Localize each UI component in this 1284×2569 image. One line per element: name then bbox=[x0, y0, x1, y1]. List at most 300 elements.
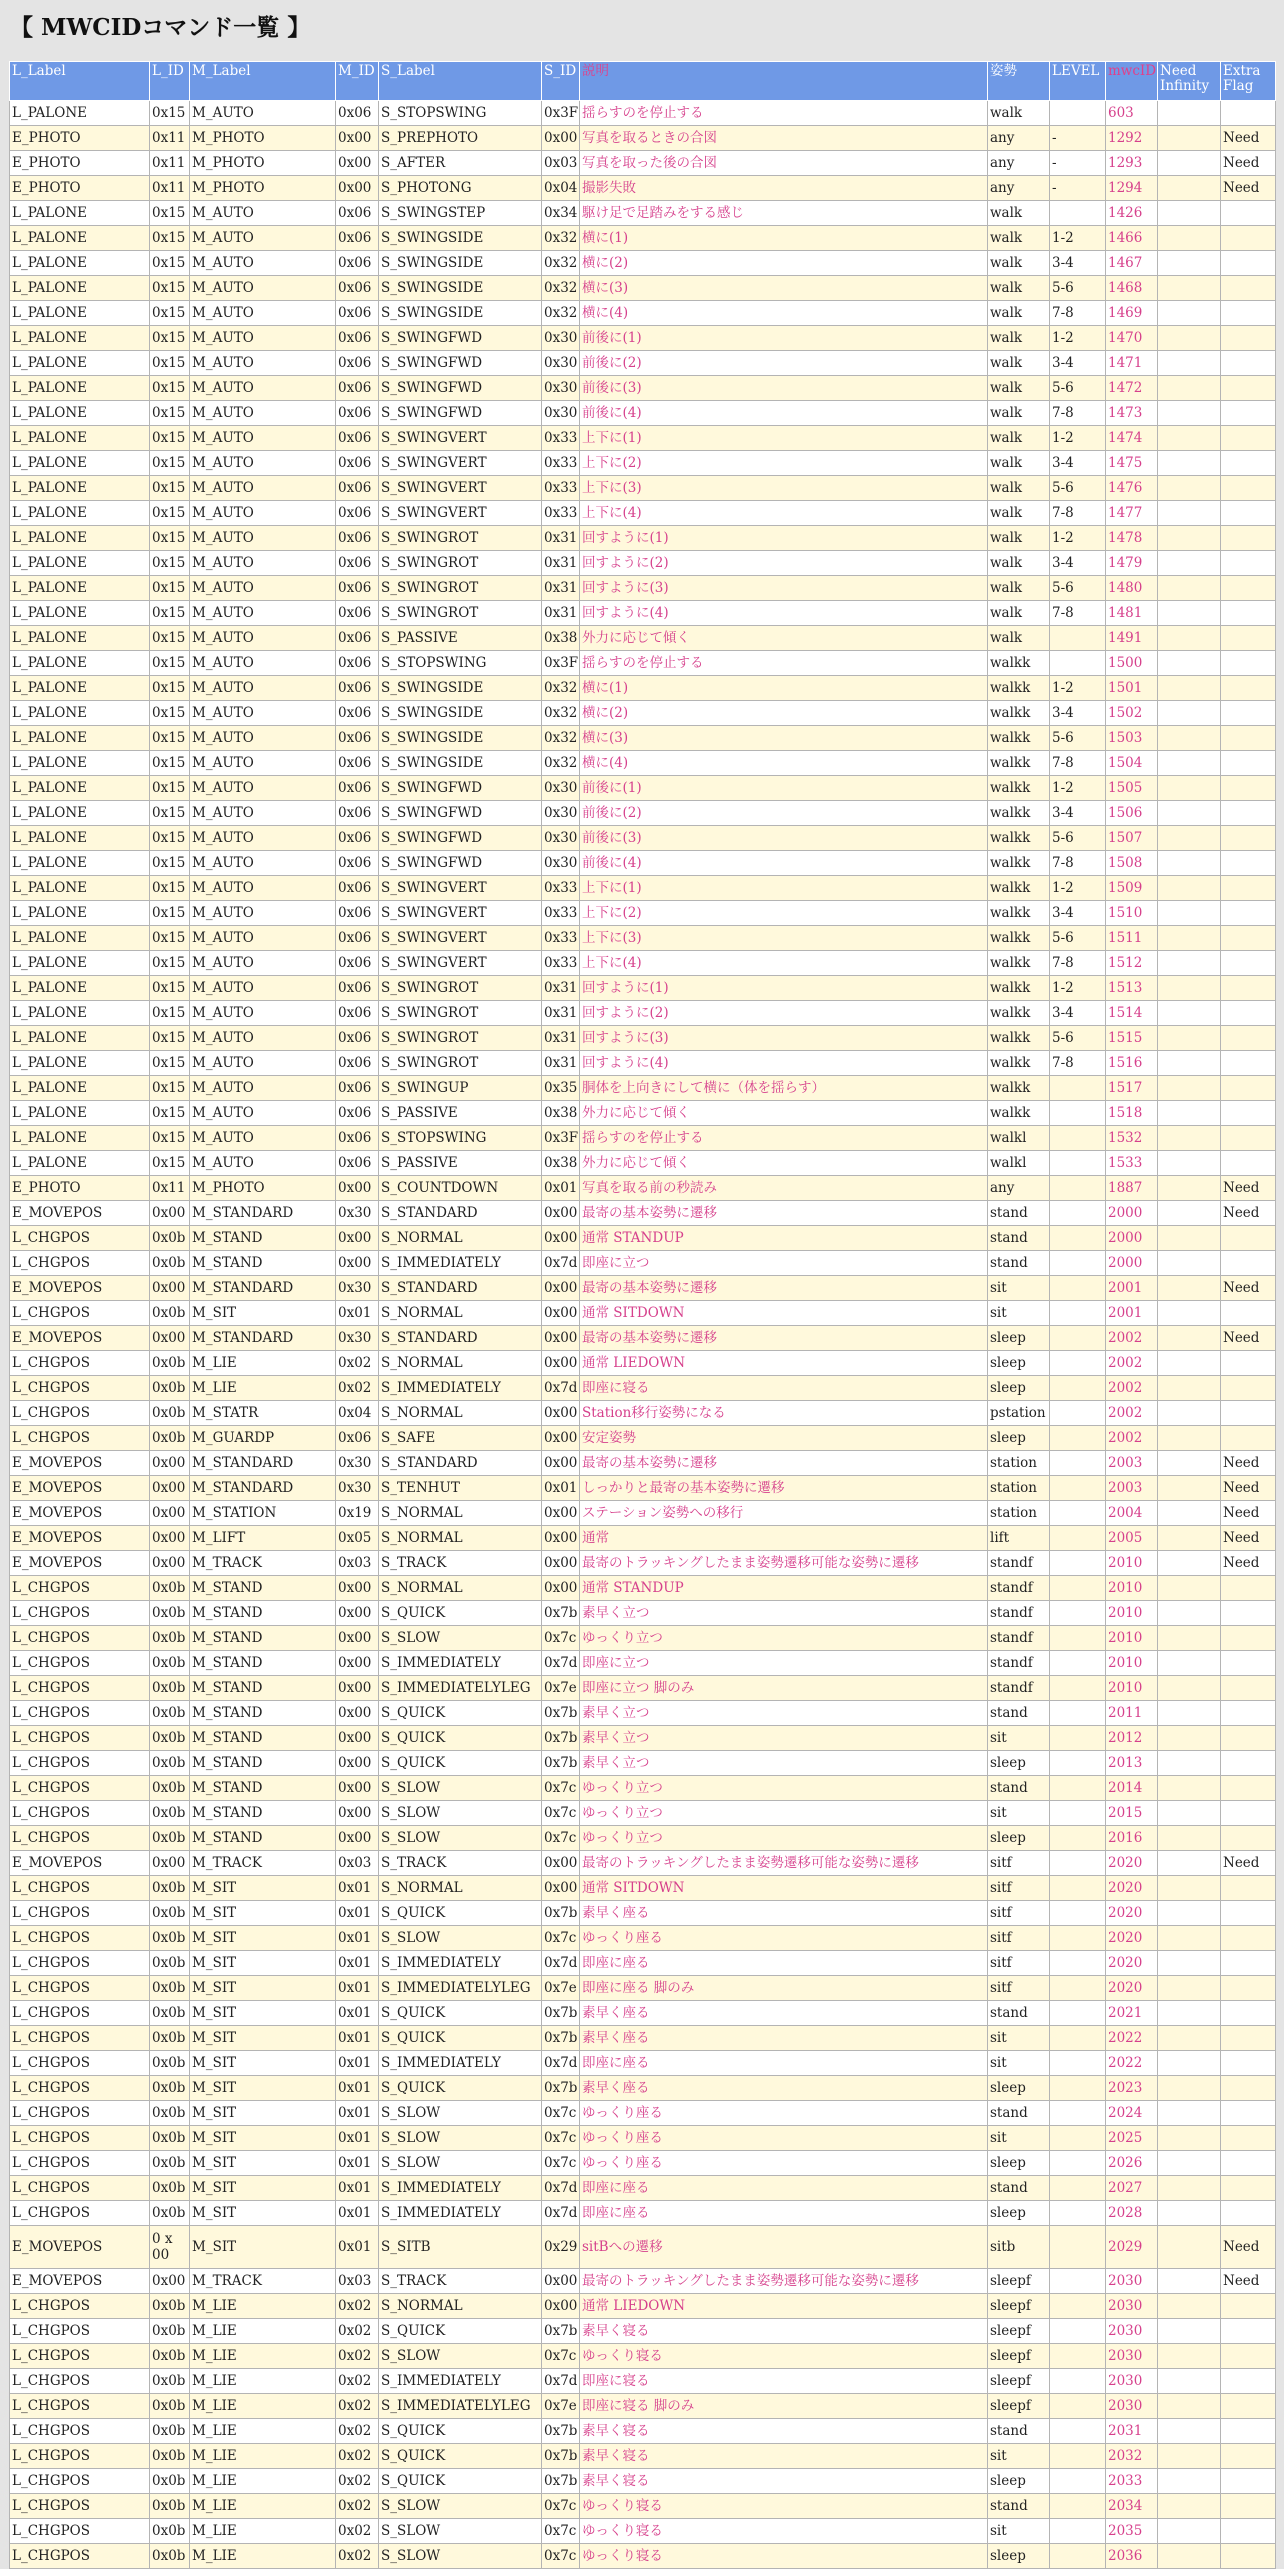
cell-description: 揺らすのを停止する bbox=[580, 651, 988, 676]
cell-need-infinity bbox=[1158, 2126, 1221, 2151]
cell-l-label: E_MOVEPOS bbox=[10, 2226, 150, 2269]
cell-s-label: S_SWINGVERT bbox=[379, 476, 542, 501]
cell-l-label: L_PALONE bbox=[10, 901, 150, 926]
cell-l-label: L_PALONE bbox=[10, 451, 150, 476]
cell-description: 素早く座る bbox=[580, 2001, 988, 2026]
cell-m-id: 0x06 bbox=[336, 451, 379, 476]
cell-extra-flag bbox=[1221, 1001, 1276, 1026]
cell-m-id: 0x00 bbox=[336, 151, 379, 176]
cell-l-id: 0x15 bbox=[150, 351, 190, 376]
cell-mwcid: 1470 bbox=[1106, 326, 1158, 351]
cell-m-label: M_SIT bbox=[190, 1926, 336, 1951]
cell-posture: sleepf bbox=[988, 2344, 1050, 2369]
table-row bbox=[10, 2469, 1276, 2494]
cell-s-id: 0x31 bbox=[542, 1026, 580, 1051]
cell-m-id: 0x00 bbox=[336, 1801, 379, 1826]
col-header-posture: 姿勢 bbox=[988, 62, 1050, 101]
cell-s-id: 0x7d bbox=[542, 1651, 580, 1676]
cell-l-label: L_CHGPOS bbox=[10, 2294, 150, 2319]
cell-m-id: 0x06 bbox=[336, 101, 379, 126]
col-header-description: 説明 bbox=[580, 62, 988, 101]
cell-l-id: 0x15 bbox=[150, 726, 190, 751]
cell-mwcid: 1518 bbox=[1106, 1101, 1158, 1126]
cell-s-id: 0x04 bbox=[542, 176, 580, 201]
cell-l-id: 0x15 bbox=[150, 901, 190, 926]
cell-extra-flag bbox=[1221, 2151, 1276, 2176]
table-row bbox=[10, 1326, 1276, 1351]
cell-m-label: M_LIE bbox=[190, 2344, 336, 2369]
cell-mwcid: 1476 bbox=[1106, 476, 1158, 501]
cell-s-id: 0x7c bbox=[542, 2519, 580, 2544]
cell-m-id: 0x02 bbox=[336, 2494, 379, 2519]
cell-extra-flag bbox=[1221, 826, 1276, 851]
cell-l-label: L_CHGPOS bbox=[10, 1426, 150, 1451]
cell-m-id: 0x02 bbox=[336, 2419, 379, 2444]
cell-l-label: E_MOVEPOS bbox=[10, 1326, 150, 1351]
cell-s-id: 0x7b bbox=[542, 2419, 580, 2444]
cell-m-label: M_SIT bbox=[190, 2101, 336, 2126]
cell-m-label: M_STANDARD bbox=[190, 1451, 336, 1476]
cell-description: 最寄の基本姿勢に遷移 bbox=[580, 1451, 988, 1476]
cell-level bbox=[1050, 1376, 1106, 1401]
cell-extra-flag: Need bbox=[1221, 1551, 1276, 1576]
cell-extra-flag bbox=[1221, 251, 1276, 276]
cell-description: 上下に(3) bbox=[580, 926, 988, 951]
cell-extra-flag bbox=[1221, 601, 1276, 626]
cell-description: ゆっくり座る bbox=[580, 2126, 988, 2151]
cell-need-infinity bbox=[1158, 1926, 1221, 1951]
cell-level bbox=[1050, 2419, 1106, 2444]
cell-s-label: S_SWINGSIDE bbox=[379, 276, 542, 301]
cell-l-id: 0 x 00 bbox=[150, 2226, 190, 2269]
cell-need-infinity bbox=[1158, 2544, 1221, 2569]
cell-need-infinity bbox=[1158, 2051, 1221, 2076]
cell-description: 前後に(1) bbox=[580, 326, 988, 351]
cell-s-label: S_STANDARD bbox=[379, 1201, 542, 1226]
cell-extra-flag bbox=[1221, 926, 1276, 951]
cell-mwcid: 1481 bbox=[1106, 601, 1158, 626]
cell-s-id: 0x30 bbox=[542, 326, 580, 351]
cell-s-label: S_IMMEDIATELY bbox=[379, 2369, 542, 2394]
cell-posture: sitb bbox=[988, 2226, 1050, 2269]
cell-s-label: S_QUICK bbox=[379, 2076, 542, 2101]
table-row bbox=[10, 1351, 1276, 1376]
cell-level bbox=[1050, 201, 1106, 226]
cell-posture: sitf bbox=[988, 1901, 1050, 1926]
cell-description: ゆっくり立つ bbox=[580, 1801, 988, 1826]
cell-need-infinity bbox=[1158, 826, 1221, 851]
cell-need-infinity bbox=[1158, 151, 1221, 176]
cell-s-label: S_SWINGROT bbox=[379, 526, 542, 551]
cell-description: ゆっくり寝る bbox=[580, 2494, 988, 2519]
cell-s-id: 0x00 bbox=[542, 126, 580, 151]
table-row bbox=[10, 351, 1276, 376]
cell-s-id: 0x38 bbox=[542, 1151, 580, 1176]
cell-posture: sit bbox=[988, 1301, 1050, 1326]
table-row bbox=[10, 1726, 1276, 1751]
cell-mwcid: 2029 bbox=[1106, 2226, 1158, 2269]
cell-level: 1-2 bbox=[1050, 976, 1106, 1001]
cell-description: 回すように(1) bbox=[580, 976, 988, 1001]
cell-l-label: L_CHGPOS bbox=[10, 2419, 150, 2444]
cell-s-id: 0x00 bbox=[542, 1501, 580, 1526]
cell-s-id: 0x33 bbox=[542, 426, 580, 451]
cell-s-id: 0x00 bbox=[542, 1876, 580, 1901]
cell-s-label: S_QUICK bbox=[379, 1601, 542, 1626]
cell-mwcid: 2014 bbox=[1106, 1776, 1158, 1801]
cell-s-id: 0x7c bbox=[542, 1776, 580, 1801]
cell-s-id: 0x00 bbox=[542, 2294, 580, 2319]
cell-l-label: L_PALONE bbox=[10, 776, 150, 801]
cell-s-label: S_SWINGVERT bbox=[379, 451, 542, 476]
cell-level: 3-4 bbox=[1050, 701, 1106, 726]
cell-level bbox=[1050, 1476, 1106, 1501]
cell-extra-flag bbox=[1221, 2344, 1276, 2369]
cell-m-label: M_AUTO bbox=[190, 926, 336, 951]
cell-l-id: 0x15 bbox=[150, 1126, 190, 1151]
cell-extra-flag bbox=[1221, 226, 1276, 251]
cell-l-id: 0x0b bbox=[150, 2544, 190, 2569]
cell-s-label: S_IMMEDIATELYLEG bbox=[379, 1976, 542, 2001]
cell-m-id: 0x01 bbox=[336, 2051, 379, 2076]
cell-extra-flag bbox=[1221, 726, 1276, 751]
cell-posture: stand bbox=[988, 1776, 1050, 1801]
cell-mwcid: 2020 bbox=[1106, 1876, 1158, 1901]
cell-mwcid: 1509 bbox=[1106, 876, 1158, 901]
cell-l-id: 0x11 bbox=[150, 151, 190, 176]
cell-posture: walk bbox=[988, 526, 1050, 551]
cell-s-id: 0x32 bbox=[542, 226, 580, 251]
cell-m-id: 0x01 bbox=[336, 2176, 379, 2201]
cell-mwcid: 1478 bbox=[1106, 526, 1158, 551]
cell-extra-flag bbox=[1221, 976, 1276, 1001]
cell-need-infinity bbox=[1158, 1651, 1221, 1676]
table-row bbox=[10, 2494, 1276, 2519]
cell-s-id: 0x32 bbox=[542, 751, 580, 776]
cell-need-infinity bbox=[1158, 1851, 1221, 1876]
cell-m-label: M_AUTO bbox=[190, 701, 336, 726]
cell-level bbox=[1050, 1726, 1106, 1751]
cell-posture: walkk bbox=[988, 976, 1050, 1001]
cell-m-label: M_SIT bbox=[190, 2176, 336, 2201]
table-row bbox=[10, 251, 1276, 276]
cell-posture: sitf bbox=[988, 1976, 1050, 2001]
cell-m-label: M_LIE bbox=[190, 2544, 336, 2569]
cell-need-infinity bbox=[1158, 2026, 1221, 2051]
cell-l-id: 0x0b bbox=[150, 1726, 190, 1751]
cell-level: 3-4 bbox=[1050, 801, 1106, 826]
cell-m-label: M_LIE bbox=[190, 2519, 336, 2544]
cell-description: ゆっくり座る bbox=[580, 2101, 988, 2126]
cell-s-id: 0x7e bbox=[542, 2394, 580, 2419]
cell-m-label: M_STAND bbox=[190, 1726, 336, 1751]
cell-s-label: S_TRACK bbox=[379, 1851, 542, 1876]
cell-m-id: 0x06 bbox=[336, 926, 379, 951]
cell-need-infinity bbox=[1158, 701, 1221, 726]
cell-description: 前後に(4) bbox=[580, 401, 988, 426]
cell-posture: standf bbox=[988, 1576, 1050, 1601]
cell-l-label: L_PALONE bbox=[10, 751, 150, 776]
cell-level bbox=[1050, 2151, 1106, 2176]
cell-s-id: 0x30 bbox=[542, 851, 580, 876]
cell-level bbox=[1050, 2319, 1106, 2344]
cell-m-label: M_SIT bbox=[190, 1976, 336, 2001]
cell-need-infinity bbox=[1158, 651, 1221, 676]
cell-l-id: 0x15 bbox=[150, 401, 190, 426]
col-header-m-label: M_Label bbox=[190, 62, 336, 101]
cell-l-label: L_PALONE bbox=[10, 851, 150, 876]
cell-level bbox=[1050, 2269, 1106, 2294]
cell-mwcid: 2012 bbox=[1106, 1726, 1158, 1751]
cell-s-id: 0x00 bbox=[542, 1276, 580, 1301]
cell-need-infinity bbox=[1158, 1676, 1221, 1701]
col-header-l-label: L_Label bbox=[10, 62, 150, 101]
cell-need-infinity bbox=[1158, 376, 1221, 401]
cell-extra-flag bbox=[1221, 1951, 1276, 1976]
table-row bbox=[10, 2151, 1276, 2176]
cell-mwcid: 1467 bbox=[1106, 251, 1158, 276]
cell-level: 3-4 bbox=[1050, 901, 1106, 926]
cell-posture: walkk bbox=[988, 801, 1050, 826]
cell-description: 通常 SITDOWN bbox=[580, 1876, 988, 1901]
cell-extra-flag bbox=[1221, 1801, 1276, 1826]
cell-extra-flag bbox=[1221, 1726, 1276, 1751]
cell-m-label: M_SIT bbox=[190, 2026, 336, 2051]
cell-s-label: S_SLOW bbox=[379, 2344, 542, 2369]
cell-extra-flag bbox=[1221, 1626, 1276, 1651]
cell-level bbox=[1050, 1551, 1106, 1576]
cell-l-id: 0x15 bbox=[150, 1026, 190, 1051]
cell-s-id: 0x7c bbox=[542, 2544, 580, 2569]
cell-s-label: S_NORMAL bbox=[379, 1301, 542, 1326]
cell-mwcid: 2028 bbox=[1106, 2201, 1158, 2226]
cell-l-id: 0x15 bbox=[150, 226, 190, 251]
table-row bbox=[10, 551, 1276, 576]
cell-l-id: 0x15 bbox=[150, 501, 190, 526]
cell-l-id: 0x0b bbox=[150, 1776, 190, 1801]
cell-s-label: S_SLOW bbox=[379, 1826, 542, 1851]
cell-m-id: 0x03 bbox=[336, 2269, 379, 2294]
cell-extra-flag bbox=[1221, 651, 1276, 676]
cell-extra-flag bbox=[1221, 1876, 1276, 1901]
cell-s-id: 0x7d bbox=[542, 2051, 580, 2076]
col-header-m-id: M_ID bbox=[336, 62, 379, 101]
cell-extra-flag bbox=[1221, 401, 1276, 426]
cell-level: 1-2 bbox=[1050, 426, 1106, 451]
cell-need-infinity bbox=[1158, 1301, 1221, 1326]
cell-mwcid: 1513 bbox=[1106, 976, 1158, 1001]
cell-need-infinity bbox=[1158, 1826, 1221, 1851]
cell-l-label: L_CHGPOS bbox=[10, 1926, 150, 1951]
table-row bbox=[10, 601, 1276, 626]
cell-l-label: L_PALONE bbox=[10, 726, 150, 751]
cell-need-infinity bbox=[1158, 226, 1221, 251]
cell-need-infinity bbox=[1158, 201, 1221, 226]
cell-m-id: 0x01 bbox=[336, 2151, 379, 2176]
cell-s-label: S_SLOW bbox=[379, 1626, 542, 1651]
cell-m-label: M_AUTO bbox=[190, 1051, 336, 1076]
cell-level bbox=[1050, 1951, 1106, 1976]
cell-level: 7-8 bbox=[1050, 301, 1106, 326]
cell-posture: walkk bbox=[988, 901, 1050, 926]
cell-s-label: S_TRACK bbox=[379, 1551, 542, 1576]
cell-description: 素早く立つ bbox=[580, 1751, 988, 1776]
cell-m-id: 0x02 bbox=[336, 1376, 379, 1401]
cell-extra-flag bbox=[1221, 2544, 1276, 2569]
cell-m-id: 0x06 bbox=[336, 626, 379, 651]
cell-need-infinity bbox=[1158, 401, 1221, 426]
cell-m-label: M_SIT bbox=[190, 2076, 336, 2101]
cell-extra-flag: Need bbox=[1221, 1501, 1276, 1526]
cell-need-infinity bbox=[1158, 1026, 1221, 1051]
cell-description: 上下に(1) bbox=[580, 426, 988, 451]
cell-need-infinity bbox=[1158, 1376, 1221, 1401]
cell-description: 駆け足で足踏みをする感じ bbox=[580, 201, 988, 226]
cell-l-label: E_MOVEPOS bbox=[10, 1851, 150, 1876]
cell-s-label: S_SLOW bbox=[379, 1926, 542, 1951]
cell-level bbox=[1050, 2201, 1106, 2226]
cell-need-infinity bbox=[1158, 2344, 1221, 2369]
table-row bbox=[10, 126, 1276, 151]
cell-l-label: L_PALONE bbox=[10, 1126, 150, 1151]
cell-mwcid: 1491 bbox=[1106, 626, 1158, 651]
cell-m-id: 0x02 bbox=[336, 2519, 379, 2544]
cell-need-infinity bbox=[1158, 2494, 1221, 2519]
cell-description: 上下に(1) bbox=[580, 876, 988, 901]
cell-posture: walk bbox=[988, 551, 1050, 576]
col-header-l-id: L_ID bbox=[150, 62, 190, 101]
cell-m-id: 0x06 bbox=[336, 876, 379, 901]
cell-description: 前後に(1) bbox=[580, 776, 988, 801]
cell-description: 上下に(4) bbox=[580, 951, 988, 976]
table-row bbox=[10, 2026, 1276, 2051]
cell-l-id: 0x0b bbox=[150, 1601, 190, 1626]
cell-m-label: M_AUTO bbox=[190, 226, 336, 251]
cell-need-infinity bbox=[1158, 726, 1221, 751]
cell-description: 回すように(3) bbox=[580, 1026, 988, 1051]
cell-extra-flag bbox=[1221, 2394, 1276, 2419]
cell-description: Station移行姿勢になる bbox=[580, 1401, 988, 1426]
table-row bbox=[10, 1051, 1276, 1076]
cell-s-id: 0x31 bbox=[542, 551, 580, 576]
cell-m-id: 0x06 bbox=[336, 476, 379, 501]
cell-l-label: L_CHGPOS bbox=[10, 2101, 150, 2126]
cell-posture: walkl bbox=[988, 1126, 1050, 1151]
cell-s-id: 0x00 bbox=[542, 1201, 580, 1226]
cell-mwcid: 1473 bbox=[1106, 401, 1158, 426]
cell-s-id: 0x29 bbox=[542, 2226, 580, 2269]
cell-m-id: 0x01 bbox=[336, 1901, 379, 1926]
cell-posture: walkk bbox=[988, 676, 1050, 701]
cell-m-id: 0x02 bbox=[336, 1351, 379, 1376]
cell-level bbox=[1050, 1301, 1106, 1326]
cell-l-label: L_CHGPOS bbox=[10, 1351, 150, 1376]
cell-description: 素早く寝る bbox=[580, 2419, 988, 2444]
cell-description: 回すように(1) bbox=[580, 526, 988, 551]
cell-m-id: 0x06 bbox=[336, 351, 379, 376]
cell-posture: standf bbox=[988, 1626, 1050, 1651]
cell-mwcid: 1533 bbox=[1106, 1151, 1158, 1176]
cell-description: 撮影失敗 bbox=[580, 176, 988, 201]
cell-m-id: 0x06 bbox=[336, 676, 379, 701]
cell-level bbox=[1050, 2051, 1106, 2076]
cell-l-label: L_PALONE bbox=[10, 1001, 150, 1026]
cell-m-id: 0x06 bbox=[336, 426, 379, 451]
cell-posture: walkk bbox=[988, 1051, 1050, 1076]
table-row bbox=[10, 2369, 1276, 2394]
cell-need-infinity bbox=[1158, 2319, 1221, 2344]
cell-s-id: 0x32 bbox=[542, 676, 580, 701]
cell-l-label: L_CHGPOS bbox=[10, 1401, 150, 1426]
cell-s-label: S_SWINGVERT bbox=[379, 951, 542, 976]
cell-m-label: M_LIFT bbox=[190, 1526, 336, 1551]
cell-m-id: 0x00 bbox=[336, 126, 379, 151]
cell-s-label: S_QUICK bbox=[379, 1901, 542, 1926]
cell-l-id: 0x0b bbox=[150, 1251, 190, 1276]
cell-l-label: L_CHGPOS bbox=[10, 1251, 150, 1276]
cell-level bbox=[1050, 2344, 1106, 2369]
cell-posture: sitf bbox=[988, 1926, 1050, 1951]
cell-l-id: 0x15 bbox=[150, 626, 190, 651]
cell-l-label: L_PALONE bbox=[10, 1151, 150, 1176]
cell-l-id: 0x00 bbox=[150, 1851, 190, 1876]
cell-l-id: 0x15 bbox=[150, 576, 190, 601]
cell-description: 上下に(2) bbox=[580, 901, 988, 926]
cell-m-label: M_TRACK bbox=[190, 2269, 336, 2294]
cell-m-label: M_AUTO bbox=[190, 651, 336, 676]
cell-m-label: M_AUTO bbox=[190, 401, 336, 426]
cell-l-label: L_PALONE bbox=[10, 326, 150, 351]
cell-s-label: S_NORMAL bbox=[379, 1876, 542, 1901]
cell-mwcid: 2002 bbox=[1106, 1401, 1158, 1426]
cell-s-id: 0x7c bbox=[542, 2151, 580, 2176]
cell-mwcid: 2030 bbox=[1106, 2369, 1158, 2394]
cell-s-id: 0x00 bbox=[542, 1576, 580, 1601]
table-row bbox=[10, 1151, 1276, 1176]
table-row bbox=[10, 201, 1276, 226]
cell-level: 3-4 bbox=[1050, 551, 1106, 576]
cell-l-id: 0x15 bbox=[150, 1101, 190, 1126]
cell-m-id: 0x02 bbox=[336, 2369, 379, 2394]
cell-m-id: 0x00 bbox=[336, 1826, 379, 1851]
cell-posture: any bbox=[988, 151, 1050, 176]
table-row bbox=[10, 2444, 1276, 2469]
cell-m-label: M_GUARDP bbox=[190, 1426, 336, 1451]
cell-posture: sleepf bbox=[988, 2369, 1050, 2394]
table-row bbox=[10, 1076, 1276, 1101]
cell-l-id: 0x0b bbox=[150, 2494, 190, 2519]
cell-level bbox=[1050, 2126, 1106, 2151]
cell-description: 写真を取る前の秒読み bbox=[580, 1176, 988, 1201]
cell-description: 揺らすのを停止する bbox=[580, 101, 988, 126]
cell-mwcid: 2010 bbox=[1106, 1576, 1158, 1601]
cell-m-id: 0x06 bbox=[336, 501, 379, 526]
cell-m-id: 0x01 bbox=[336, 2026, 379, 2051]
cell-extra-flag bbox=[1221, 2519, 1276, 2544]
cell-need-infinity bbox=[1158, 1101, 1221, 1126]
cell-s-label: S_SWINGROT bbox=[379, 1051, 542, 1076]
cell-l-label: L_PALONE bbox=[10, 201, 150, 226]
cell-level: 3-4 bbox=[1050, 451, 1106, 476]
cell-need-infinity bbox=[1158, 1576, 1221, 1601]
cell-l-id: 0x0b bbox=[150, 2319, 190, 2344]
cell-mwcid: 2036 bbox=[1106, 2544, 1158, 2569]
cell-posture: sleep bbox=[988, 2201, 1050, 2226]
cell-m-id: 0x06 bbox=[336, 1426, 379, 1451]
cell-level: 5-6 bbox=[1050, 826, 1106, 851]
cell-s-id: 0x7c bbox=[542, 2126, 580, 2151]
cell-s-id: 0x03 bbox=[542, 151, 580, 176]
